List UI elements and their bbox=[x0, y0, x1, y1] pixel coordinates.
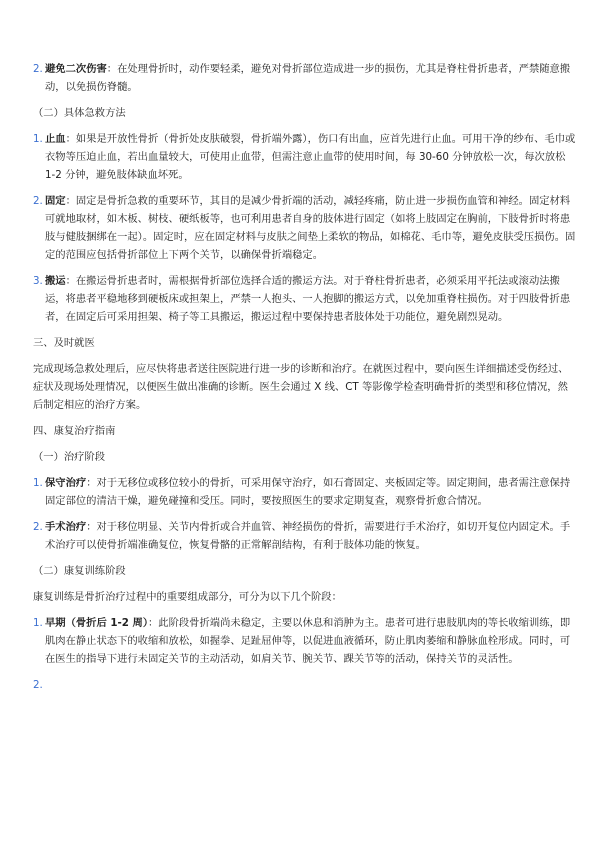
list-item-text: ：对于移位明显、关节内骨折或合并血管、神经损伤的骨折，需要进行手术治疗，如切开复位内固定术。手术治疗可以使骨折端准确复位，恢复骨骼的正常解剖结构，有利于肢体功能的恢复。 bbox=[45, 521, 571, 551]
subheading-training: （二）康复训练阶段 bbox=[33, 565, 126, 577]
list-item-fixation bbox=[33, 192, 578, 264]
list-number: 1. bbox=[33, 133, 43, 145]
list-item-title: 固定 bbox=[45, 195, 66, 207]
paragraph-hospital: 完成现场急救处理后，应尽快将患者送往医院进行进一步的诊断和治疗。在就医过程中，要向医生详细描述受伤经过、症状及现场处理情况，以便医生做出准确的诊断。医生会通过 X 线、CT 等影像学检查明确骨折的类型和移位情况，然后制定相应的治疗方案。 bbox=[33, 363, 569, 411]
list-number: 2. bbox=[33, 63, 43, 75]
list-item-title: 避免二次伤害 bbox=[45, 63, 107, 75]
list-item-title: 保守治疗 bbox=[45, 477, 87, 489]
list-number: 2. bbox=[33, 521, 43, 533]
list-item-text: ：对于无移位或移位较小的骨折，可采用保守治疗，如石膏固定、夹板固定等。固定期间，患者需注意保持固定部位的清洁干燥，避免碰撞和受压。同时，要按照医生的要求定期复查，观察骨折愈合情况。 bbox=[45, 477, 571, 507]
list-item-body bbox=[45, 130, 578, 184]
list-item-conservative bbox=[33, 474, 578, 510]
subheading-treatment: （一）治疗阶段 bbox=[33, 451, 106, 463]
list-item-surgery bbox=[33, 518, 578, 554]
list-item-body bbox=[45, 272, 578, 326]
section-heading-rehab: 四、康复治疗指南 bbox=[33, 425, 116, 437]
list-item-early-stage bbox=[33, 614, 578, 668]
list-item-title: 搬运 bbox=[45, 275, 66, 287]
list-item-title: 早期（骨折后 1-2 周） bbox=[45, 617, 148, 629]
list-item-body bbox=[45, 474, 578, 510]
list-item-next-stage bbox=[33, 676, 578, 694]
list-item-title: 止血 bbox=[45, 133, 66, 145]
list-item-text: ：如果是开放性骨折（骨折处皮肤破裂，骨折端外露），伤口有出血，应首先进行止血。可用干净的纱布、毛巾或衣物等压迫止血，若出血量较大，可使用止血带，但需注意止血带的使用时间，每 30-60 分钟放松一次，每次放松 1-2 分钟，避免肢体缺血坏死。 bbox=[45, 133, 576, 181]
list-item-body bbox=[45, 192, 578, 264]
list-item-text: ：在处理骨折时，动作要轻柔，避免对骨折部位造成进一步的损伤，尤其是脊柱骨折患者，严禁随意搬动，以免损伤脊髓。 bbox=[45, 63, 571, 93]
list-item-body bbox=[45, 676, 578, 694]
list-number: 2. bbox=[33, 195, 43, 207]
document-content bbox=[33, 60, 578, 702]
list-item-transport bbox=[33, 272, 578, 326]
list-item-body bbox=[45, 518, 578, 554]
list-item-body bbox=[45, 614, 578, 668]
list-number: 1. bbox=[33, 617, 43, 629]
list-number: 2. bbox=[33, 679, 43, 691]
subheading-first-aid: （二）具体急救方法 bbox=[33, 107, 126, 119]
list-item-avoid-injury bbox=[33, 60, 578, 96]
paragraph-training-intro: 康复训练是骨折治疗过程中的重要组成部分，可分为以下几个阶段： bbox=[33, 591, 342, 603]
list-number: 1. bbox=[33, 477, 43, 489]
list-item-text: ：此阶段骨折端尚未稳定，主要以休息和消肿为主。患者可进行患肢肌肉的等长收缩训练，即肌肉在静止状态下的收缩和放松，如握拳、足趾屈伸等，以促进血液循环，防止肌肉萎缩和静脉血栓形成。同时，可在医生的指导下进行未固定关节的主动活动，如肩关节、腕关节、踝关节等的活动，保持关节的灵活性。 bbox=[45, 617, 571, 665]
list-item-text: ：固定是骨折急救的重要环节，其目的是减少骨折端的活动，减轻疼痛，防止进一步损伤血管和神经。固定材料可就地取材，如木板、树枝、硬纸板等，也可利用患者自身的肢体进行固定（如将上肢固定在胸前，下肢骨折时将患肢与健肢捆绑在一起）。固定时，应在固定材料与皮肤之间垫上柔软的物品，如棉花、毛巾等，避免皮肤受压损伤。固定的范围应包括骨折部位上下两个关节，以确保骨折端稳定。 bbox=[45, 195, 576, 261]
section-heading-hospital: 三、及时就医 bbox=[33, 337, 95, 349]
list-item-title: 手术治疗 bbox=[45, 521, 87, 533]
list-number: 3. bbox=[33, 275, 43, 287]
list-item-body bbox=[45, 60, 578, 96]
list-item-stop-bleeding bbox=[33, 130, 578, 184]
list-item-text: ：在搬运骨折患者时，需根据骨折部位选择合适的搬运方法。对于脊柱骨折患者，必须采用平托法或滚动法搬运，将患者平稳地移到硬板床或担架上，严禁一人抱头、一人抱脚的搬运方式，以免加重脊柱损伤。对于四肢骨折患者，在固定后可采用担架、椅子等工具搬运，搬运过程中要保持患者肢体处于功能位，避免剧烈晃动。 bbox=[45, 275, 571, 323]
